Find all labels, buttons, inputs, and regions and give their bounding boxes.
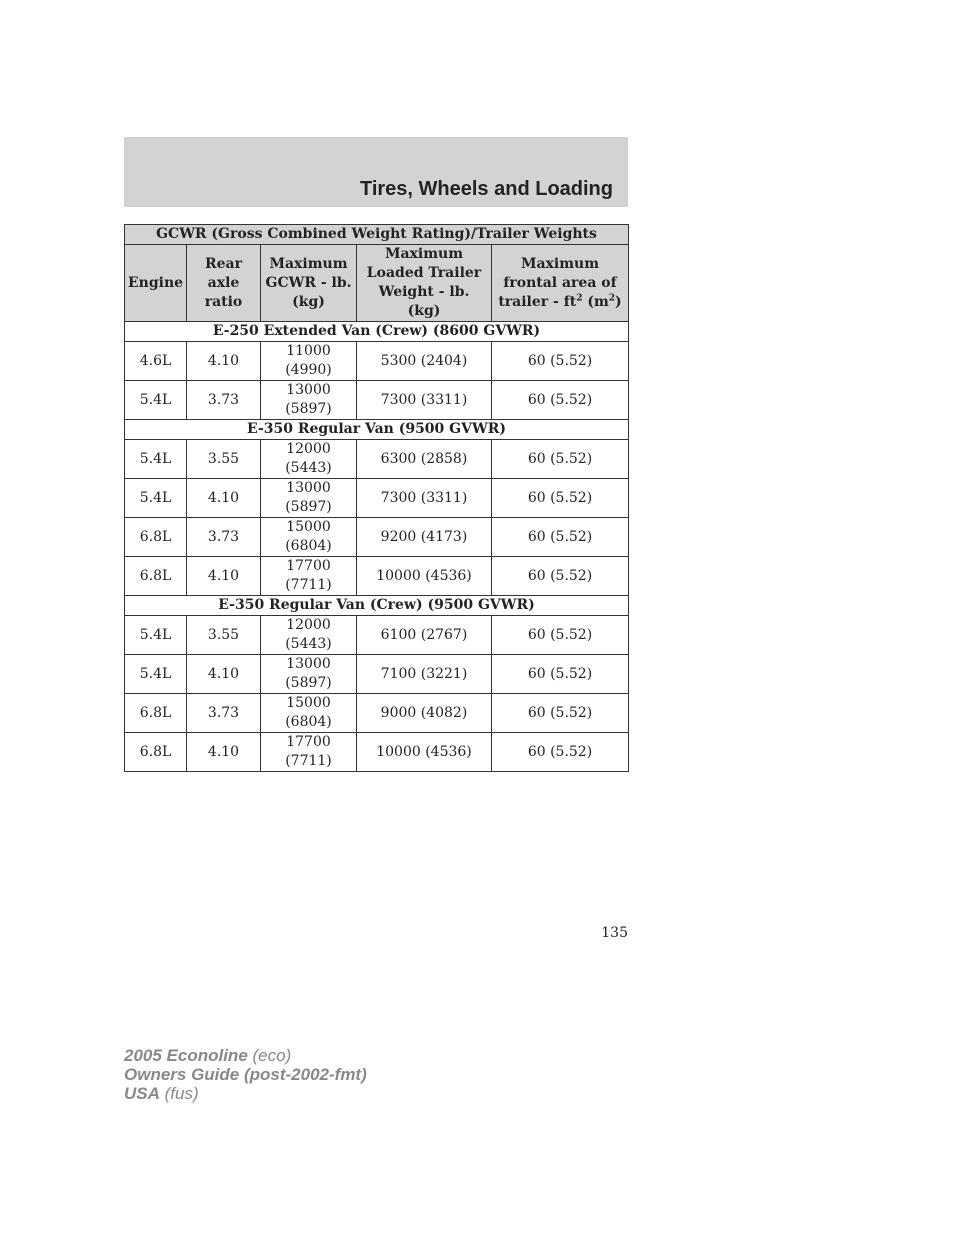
table-caption: GCWR (Gross Combined Weight Rating)/Trailer Weights [125, 225, 629, 245]
table-header-row [125, 245, 629, 322]
table-caption-row [125, 225, 629, 245]
cell-gcwr: 15000 (6804) [261, 518, 357, 557]
cell-ratio: 3.55 [187, 616, 261, 655]
cell-gcwr: 17700 (7711) [261, 557, 357, 596]
cell-gcwr: 15000 (6804) [261, 694, 357, 733]
cell-engine: 5.4L [125, 381, 187, 420]
table-row [125, 694, 629, 733]
cell-frontal-area: 60 (5.52) [492, 733, 629, 772]
table-row [125, 479, 629, 518]
section-row [125, 596, 629, 616]
col-header-gcwr: Maximum GCWR - lb. (kg) [261, 245, 357, 322]
cell-ratio: 3.73 [187, 694, 261, 733]
cell-trailer-weight: 7300 (3311) [357, 479, 492, 518]
cell-ratio: 4.10 [187, 557, 261, 596]
cell-frontal-area: 60 (5.52) [492, 694, 629, 733]
document-footer: 2005 Econoline (eco) Owners Guide (post-2002-fmt) USA (fus) [124, 1046, 367, 1103]
cell-ratio: 4.10 [187, 479, 261, 518]
cell-ratio: 3.73 [187, 381, 261, 420]
cell-engine: 4.6L [125, 342, 187, 381]
cell-frontal-area: 60 (5.52) [492, 479, 629, 518]
cell-ratio: 4.10 [187, 655, 261, 694]
cell-gcwr: 11000 (4990) [261, 342, 357, 381]
cell-trailer-weight: 7300 (3311) [357, 381, 492, 420]
table-row [125, 733, 629, 772]
page-number: 135 [601, 925, 628, 941]
cell-engine: 5.4L [125, 616, 187, 655]
cell-gcwr: 13000 (5897) [261, 655, 357, 694]
cell-gcwr: 17700 (7711) [261, 733, 357, 772]
section-title: Tires, Wheels and Loading [359, 178, 613, 200]
col-header-trailer-weight: Maximum Loaded Trailer Weight - lb. (kg) [357, 245, 492, 322]
section-title-cell: E-350 Regular Van (9500 GVWR) [125, 420, 629, 440]
cell-frontal-area: 60 (5.52) [492, 440, 629, 479]
cell-ratio: 4.10 [187, 733, 261, 772]
section-row [125, 420, 629, 440]
section-title-cell: E-250 Extended Van (Crew) (8600 GVWR) [125, 322, 629, 342]
cell-engine: 6.8L [125, 694, 187, 733]
cell-frontal-area: 60 (5.52) [492, 557, 629, 596]
cell-frontal-area: 60 (5.52) [492, 655, 629, 694]
section-header-band [124, 137, 628, 207]
gcwr-table [124, 224, 629, 772]
cell-trailer-weight: 9200 (4173) [357, 518, 492, 557]
cell-frontal-area: 60 (5.52) [492, 616, 629, 655]
cell-engine: 5.4L [125, 440, 187, 479]
cell-trailer-weight: 7100 (3221) [357, 655, 492, 694]
section-row [125, 322, 629, 342]
col-header-engine: Engine [125, 245, 187, 322]
cell-trailer-weight: 5300 (2404) [357, 342, 492, 381]
cell-engine: 6.8L [125, 733, 187, 772]
cell-engine: 6.8L [125, 557, 187, 596]
cell-gcwr: 12000 (5443) [261, 440, 357, 479]
cell-ratio: 4.10 [187, 342, 261, 381]
cell-engine: 5.4L [125, 655, 187, 694]
cell-frontal-area: 60 (5.52) [492, 342, 629, 381]
cell-engine: 6.8L [125, 518, 187, 557]
cell-trailer-weight: 6100 (2767) [357, 616, 492, 655]
cell-engine: 5.4L [125, 479, 187, 518]
table-row [125, 557, 629, 596]
cell-trailer-weight: 6300 (2858) [357, 440, 492, 479]
table-row [125, 342, 629, 381]
cell-trailer-weight: 10000 (4536) [357, 733, 492, 772]
table-row [125, 655, 629, 694]
col-header-ratio: Rear axle ratio [187, 245, 261, 322]
cell-frontal-area: 60 (5.52) [492, 381, 629, 420]
table-row [125, 616, 629, 655]
table-row [125, 440, 629, 479]
cell-trailer-weight: 10000 (4536) [357, 557, 492, 596]
cell-gcwr: 13000 (5897) [261, 479, 357, 518]
cell-ratio: 3.55 [187, 440, 261, 479]
table-row [125, 381, 629, 420]
cell-frontal-area: 60 (5.52) [492, 518, 629, 557]
cell-gcwr: 12000 (5443) [261, 616, 357, 655]
section-title-cell: E-350 Regular Van (Crew) (9500 GVWR) [125, 596, 629, 616]
cell-gcwr: 13000 (5897) [261, 381, 357, 420]
col-header-frontal-area: Maximum frontal area of trailer - $ft^2$ $(m^2)$ [492, 245, 629, 322]
cell-trailer-weight: 9000 (4082) [357, 694, 492, 733]
table-row [125, 518, 629, 557]
cell-ratio: 3.73 [187, 518, 261, 557]
